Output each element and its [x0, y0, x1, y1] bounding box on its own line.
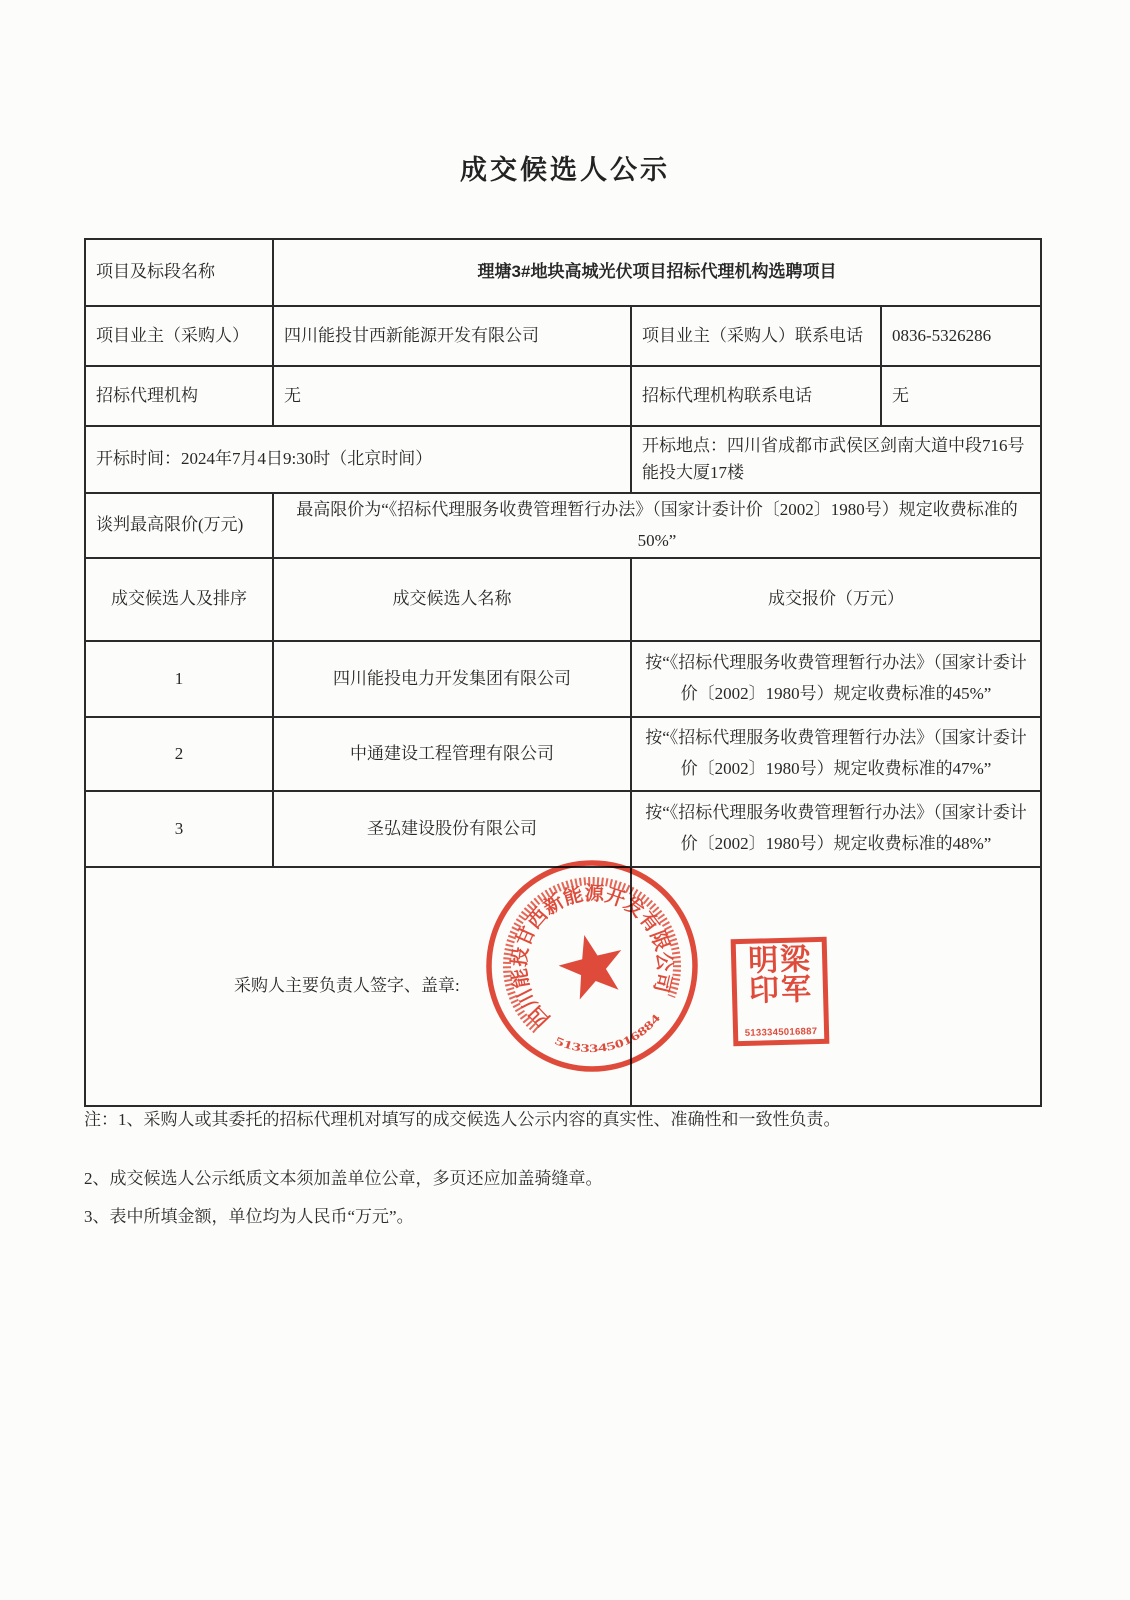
candidate-name-cell: 圣弘建设股份有限公司	[274, 792, 632, 868]
header-price-cell: 成交报价（万元）	[632, 559, 1040, 642]
footnote-1: 注：1、采购人或其委托的招标代理机对填写的成交候选人公示内容的真实性、准确性和一致性负责。	[84, 1110, 841, 1129]
signature-cell: 采购人主要负责人签字、盖章:	[86, 868, 632, 1105]
name-seal-number: 5133345016887	[744, 1026, 818, 1039]
owner-value-cell: 四川能投甘西新能源开发有限公司	[274, 307, 632, 367]
candidate-price-cell: 按“《招标代理服务收费管理暂行办法》（国家计委计价〔2002〕1980号）规定收费标准的45%”	[632, 642, 1040, 718]
bid-opening-time-cell: 开标时间：2024年7月4日9:30时（北京时间）	[86, 427, 632, 494]
name-seal-characters	[747, 943, 812, 1009]
seal-star-icon	[553, 927, 631, 1002]
candidate-name-cell: 四川能投电力开发集团有限公司	[274, 642, 632, 718]
page-title: 成交候选人公示	[460, 155, 670, 185]
footnote-3: 3、表中所填金额，单位均为人民币“万元”。	[84, 1207, 414, 1226]
max-price-value-cell: 最高限价为“《招标代理服务收费管理暂行办法》（国家计委计价〔2002〕1980号）规定收费标准的50%”	[274, 494, 1040, 559]
candidate-rank-cell: 1	[86, 642, 274, 718]
seal-registration-number: 5133345016884	[552, 1014, 661, 1056]
bid-opening-place-cell: 开标地点：四川省成都市武侯区剑南大道中段716号能投大厦17楼	[632, 427, 1040, 494]
name-seal-stamp	[731, 937, 830, 1046]
agency-phone-label-cell: 招标代理机构联系电话	[632, 367, 882, 427]
candidate-rank-cell: 2	[86, 718, 274, 792]
project-label-cell: 项目及标段名称	[86, 240, 274, 307]
owner-phone-value-cell: 0836-5326286	[882, 307, 1040, 367]
footnote-2: 2、成交候选人公示纸质文本须加盖单位公章，多页还应加盖骑缝章。	[84, 1169, 603, 1188]
project-name-cell: 理塘3#地块高城光伏项目招标代理机构选聘项目	[274, 240, 1040, 307]
candidate-rank-cell: 3	[86, 792, 274, 868]
agency-value-cell: 无	[274, 367, 632, 427]
name-seal-char: 梁	[779, 943, 811, 977]
svg-text:5133345016884	[551, 1009, 668, 1066]
candidate-name-cell: 中通建设工程管理有限公司	[274, 718, 632, 792]
agency-phone-value-cell: 无	[882, 367, 1040, 427]
name-seal-char: 印	[748, 974, 780, 1009]
agency-label-cell: 招标代理机构	[86, 367, 274, 427]
name-seal-char: 明	[747, 944, 779, 978]
footnotes	[84, 1108, 1038, 1229]
candidate-price-cell: 按“《招标代理服务收费管理暂行办法》（国家计委计价〔2002〕1980号）规定收费标准的48%”	[632, 792, 1040, 868]
owner-label-cell: 项目业主（采购人）	[86, 307, 274, 367]
owner-phone-label-cell: 项目业主（采购人）联系电话	[632, 307, 882, 367]
seal-company-name: 四川能投甘西新能源开发有限公司	[509, 883, 675, 1030]
header-name-cell: 成交候选人名称	[274, 559, 632, 642]
header-rank-cell: 成交候选人及排序	[86, 559, 274, 642]
candidate-price-cell: 按“《招标代理服务收费管理暂行办法》（国家计委计价〔2002〕1980号）规定收费标准的47%”	[632, 718, 1040, 792]
max-price-label-cell: 谈判最高限价(万元)	[86, 494, 274, 559]
name-seal-char: 军	[780, 973, 812, 1008]
